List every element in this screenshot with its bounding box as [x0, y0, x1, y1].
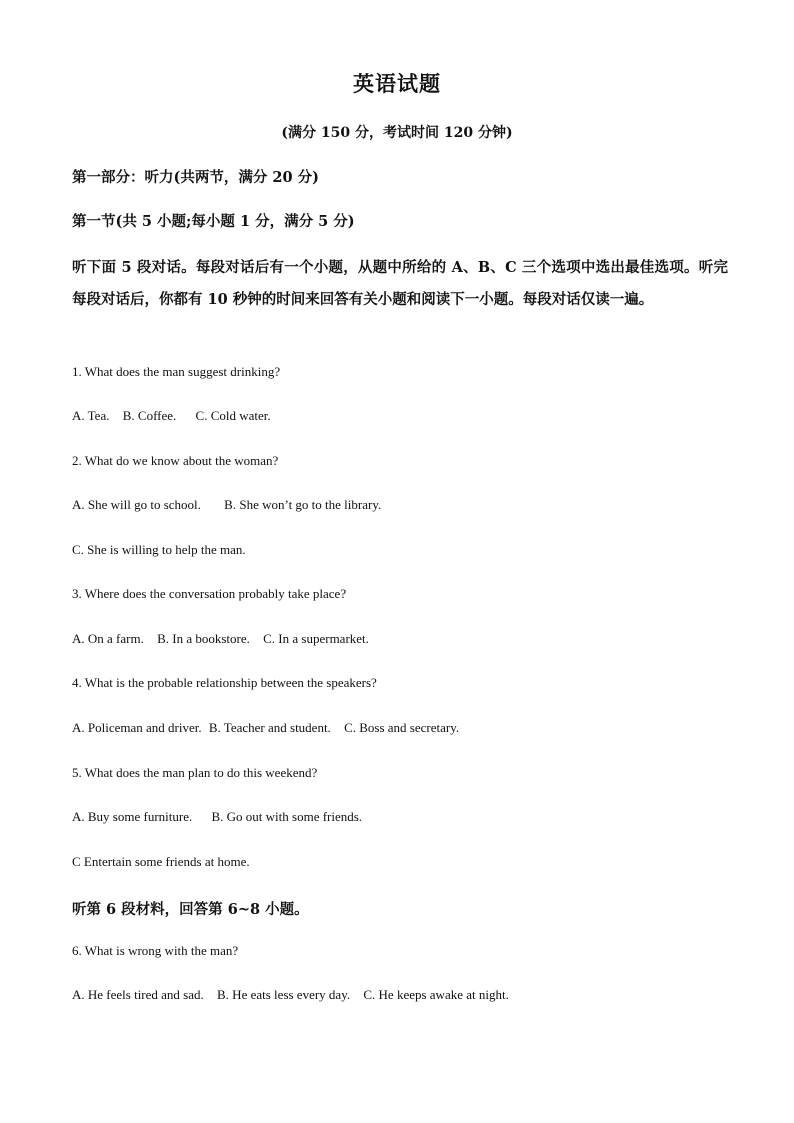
material-6-heading: 听第 6 段材料，回答第 6~8 小题。 — [72, 901, 309, 918]
q1-option-a: A. Tea. — [72, 408, 110, 423]
exam-title: 英语试题 — [353, 71, 441, 96]
q4-option-b: B. Teacher and student. — [208, 720, 331, 735]
question-3: 3. Where does the conversation probably take place? — [72, 586, 347, 601]
q1-option-c: C. Cold water. — [195, 408, 271, 423]
q6-option-b: B. He eats less every day. — [217, 987, 351, 1002]
q3-option-b: B. In a bookstore. — [157, 631, 250, 646]
question-5-options-row1 — [72, 809, 362, 825]
q6-option-c: C. He keeps awake at night. — [363, 987, 509, 1002]
question-5: 5. What does the man plan to do this weekend? — [72, 765, 318, 780]
question-1: 1. What does the man suggest drinking? — [72, 364, 281, 379]
question-6-options — [72, 987, 509, 1003]
question-2-options-row1 — [72, 497, 381, 513]
q2-option-a: A. She will go to school. — [72, 497, 201, 512]
exam-subtitle: (满分 150 分，考试时间 120 分钟) — [281, 125, 513, 141]
q4-option-c: C. Boss and secretary. — [344, 720, 460, 735]
q3-option-c: C. In a supermarket. — [263, 631, 369, 646]
question-4-options — [72, 720, 459, 736]
q1-option-b: B. Coffee. — [122, 408, 177, 423]
q4-option-a: A. Policeman and driver. — [72, 720, 202, 735]
q5-option-b: B. Go out with some friends. — [211, 809, 363, 824]
q6-option-a: A. He feels tired and sad. — [72, 987, 204, 1002]
part1-heading: 第一部分：听力(共两节，满分 20 分) — [72, 169, 319, 186]
listening-instructions: 听下面 5 段对话。每段对话后有一个小题，从题中所给的 A、B、C 三个选项中选出最佳选项。听完每段对话后，你都有 10 秒钟的时间来回答有关小题和阅读下一小题。每段对话仅读一遍。 — [72, 259, 728, 308]
question-2: 2. What do we know about the woman? — [72, 453, 279, 468]
question-6: 6. What is wrong with the man? — [72, 943, 239, 958]
section1-heading: 第一节(共 5 小题;每小题 1 分，满分 5 分) — [72, 213, 355, 230]
q5-option-a: A. Buy some furniture. — [72, 809, 193, 824]
question-4: 4. What is the probable relationship between the speakers? — [72, 675, 377, 690]
q3-option-a: A. On a farm. — [72, 631, 144, 646]
q5-option-c: C Entertain some friends at home. — [72, 854, 250, 869]
q2-option-b: B. She won’t go to the library. — [224, 497, 382, 512]
question-3-options — [72, 631, 369, 647]
question-1-options — [72, 408, 271, 424]
q2-option-c: C. She is willing to help the man. — [72, 542, 246, 557]
